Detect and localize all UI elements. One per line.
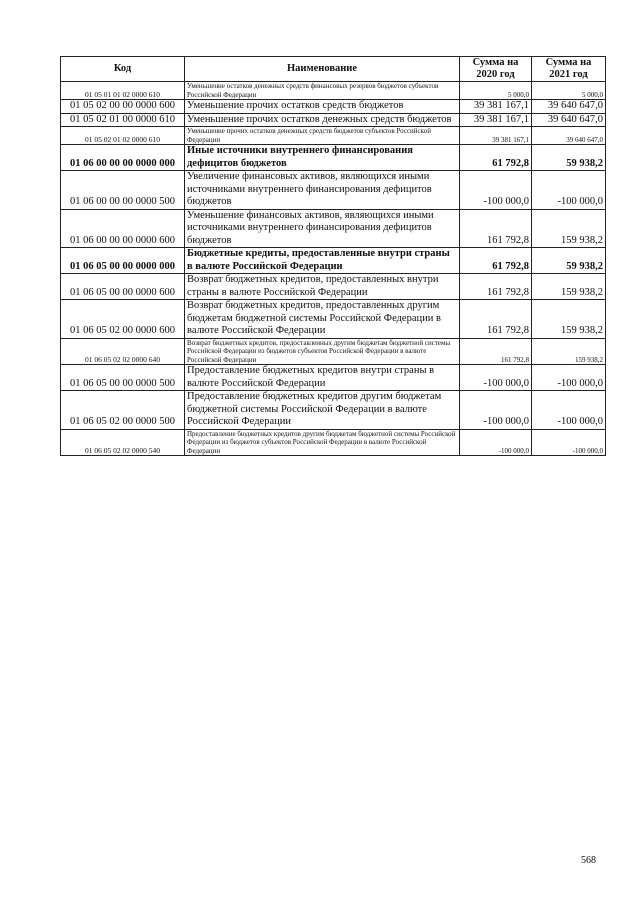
table-row [61, 113, 606, 127]
cell-name: Уменьшение прочих остатков средств бюджетов [185, 100, 460, 114]
cell-sum-2021: -100 000,0 [532, 365, 606, 391]
header-name: Наименование [185, 57, 460, 82]
cell-code: 01 06 05 02 00 0000 600 [61, 300, 185, 339]
budget-sources-table [60, 56, 606, 456]
cell-sum-2021: 5 000,0 [532, 82, 606, 100]
cell-sum-2020: 161 792,8 [460, 300, 532, 339]
cell-code: 01 06 00 00 00 0000 600 [61, 209, 185, 248]
table-row [61, 171, 606, 210]
table-row [61, 145, 606, 171]
table-row [61, 100, 606, 114]
cell-sum-2020: 61 792,8 [460, 248, 532, 274]
cell-code: 01 06 00 00 00 0000 500 [61, 171, 185, 210]
table-row [61, 248, 606, 274]
table-header-row [61, 57, 606, 82]
cell-name: Иные источники внутреннего финансирования дефицитов бюджетов [185, 145, 460, 171]
table-row [61, 209, 606, 248]
table-row [61, 365, 606, 391]
table-row [61, 429, 606, 456]
cell-sum-2021: 39 640 647,0 [532, 127, 606, 145]
cell-sum-2021: -100 000,0 [532, 391, 606, 430]
cell-sum-2021: 159 938,2 [532, 209, 606, 248]
table-row [61, 300, 606, 339]
cell-name: Уменьшение прочих остатков денежных средств бюджетов [185, 113, 460, 127]
cell-sum-2021: 39 640 647,0 [532, 113, 606, 127]
cell-name: Бюджетные кредиты, предоставленные внутри страны в валюте Российской Федерации [185, 248, 460, 274]
cell-name: Уменьшение финансовых активов, являющихся иными источниками внутреннего финансирования дефицитов бюджетов [185, 209, 460, 248]
cell-sum-2020: 161 792,8 [460, 209, 532, 248]
cell-code: 01 05 01 01 02 0000 610 [61, 82, 185, 100]
cell-code: 01 06 05 00 00 0000 000 [61, 248, 185, 274]
cell-sum-2021: -100 000,0 [532, 429, 606, 456]
cell-sum-2020: -100 000,0 [460, 171, 532, 210]
cell-sum-2020: 5 000,0 [460, 82, 532, 100]
cell-sum-2020: 39 381 167,1 [460, 127, 532, 145]
cell-code: 01 06 05 02 02 0000 640 [61, 338, 185, 365]
cell-name: Увеличение финансовых активов, являющихся иными источниками внутреннего финансирования дефицитов бюджетов [185, 171, 460, 210]
table-body [61, 82, 606, 456]
cell-sum-2020: 61 792,8 [460, 145, 532, 171]
cell-name: Предоставление бюджетных кредитов другим бюджетам бюджетной системы Российской Федерации из бюджетов субъектов Российской Федерации в валюте Российской Федерации [185, 429, 460, 456]
cell-code: 01 06 00 00 00 0000 000 [61, 145, 185, 171]
cell-sum-2021: 159 938,2 [532, 300, 606, 339]
cell-sum-2020: 161 792,8 [460, 338, 532, 365]
table-row [61, 274, 606, 300]
cell-code: 01 06 05 02 02 0000 540 [61, 429, 185, 456]
cell-name: Предоставление бюджетных кредитов внутри страны в валюте Российской Федерации [185, 365, 460, 391]
cell-name: Предоставление бюджетных кредитов другим бюджетам бюджетной системы Российской Федерации в валюте Российской Федерации [185, 391, 460, 430]
cell-sum-2020: -100 000,0 [460, 429, 532, 456]
header-code: Код [61, 57, 185, 82]
cell-sum-2020: 39 381 167,1 [460, 113, 532, 127]
cell-sum-2021: -100 000,0 [532, 171, 606, 210]
cell-sum-2021: 59 938,2 [532, 145, 606, 171]
cell-name: Возврат бюджетных кредитов, предоставленных внутри страны в валюте Российской Федерации [185, 274, 460, 300]
table-row [61, 82, 606, 100]
header-sum-2020: Сумма на 2020 год [460, 57, 532, 82]
cell-name: Уменьшение прочих остатков денежных средств бюджетов субъектов Российской Федерации [185, 127, 460, 145]
cell-sum-2021: 159 938,2 [532, 338, 606, 365]
cell-sum-2020: -100 000,0 [460, 391, 532, 430]
cell-code: 01 05 02 00 00 0000 600 [61, 100, 185, 114]
cell-name: Возврат бюджетных кредитов, предоставленных другим бюджетам бюджетной системы Российской Федерации из бюджетов субъектов Российской Федерации в валюте Российской Федерации [185, 338, 460, 365]
cell-code: 01 06 05 02 00 0000 500 [61, 391, 185, 430]
cell-sum-2021: 59 938,2 [532, 248, 606, 274]
table-row [61, 338, 606, 365]
cell-name: Возврат бюджетных кредитов, предоставленных другим бюджетам бюджетной системы Российской Федерации в валюте Российской Федерации [185, 300, 460, 339]
cell-name: Уменьшение остатков денежных средств финансовых резервов бюджетов субъектов Российской Федерации [185, 82, 460, 100]
cell-sum-2021: 39 640 647,0 [532, 100, 606, 114]
cell-sum-2021: 159 938,2 [532, 274, 606, 300]
header-sum-2021: Сумма на 2021 год [532, 57, 606, 82]
page-number: 568 [581, 855, 596, 866]
cell-code: 01 05 02 01 02 0000 610 [61, 127, 185, 145]
table-row [61, 127, 606, 145]
cell-sum-2020: -100 000,0 [460, 365, 532, 391]
cell-sum-2020: 161 792,8 [460, 274, 532, 300]
cell-sum-2020: 39 381 167,1 [460, 100, 532, 114]
cell-code: 01 06 05 00 00 0000 500 [61, 365, 185, 391]
table-row [61, 391, 606, 430]
cell-code: 01 06 05 00 00 0000 600 [61, 274, 185, 300]
cell-code: 01 05 02 01 00 0000 610 [61, 113, 185, 127]
